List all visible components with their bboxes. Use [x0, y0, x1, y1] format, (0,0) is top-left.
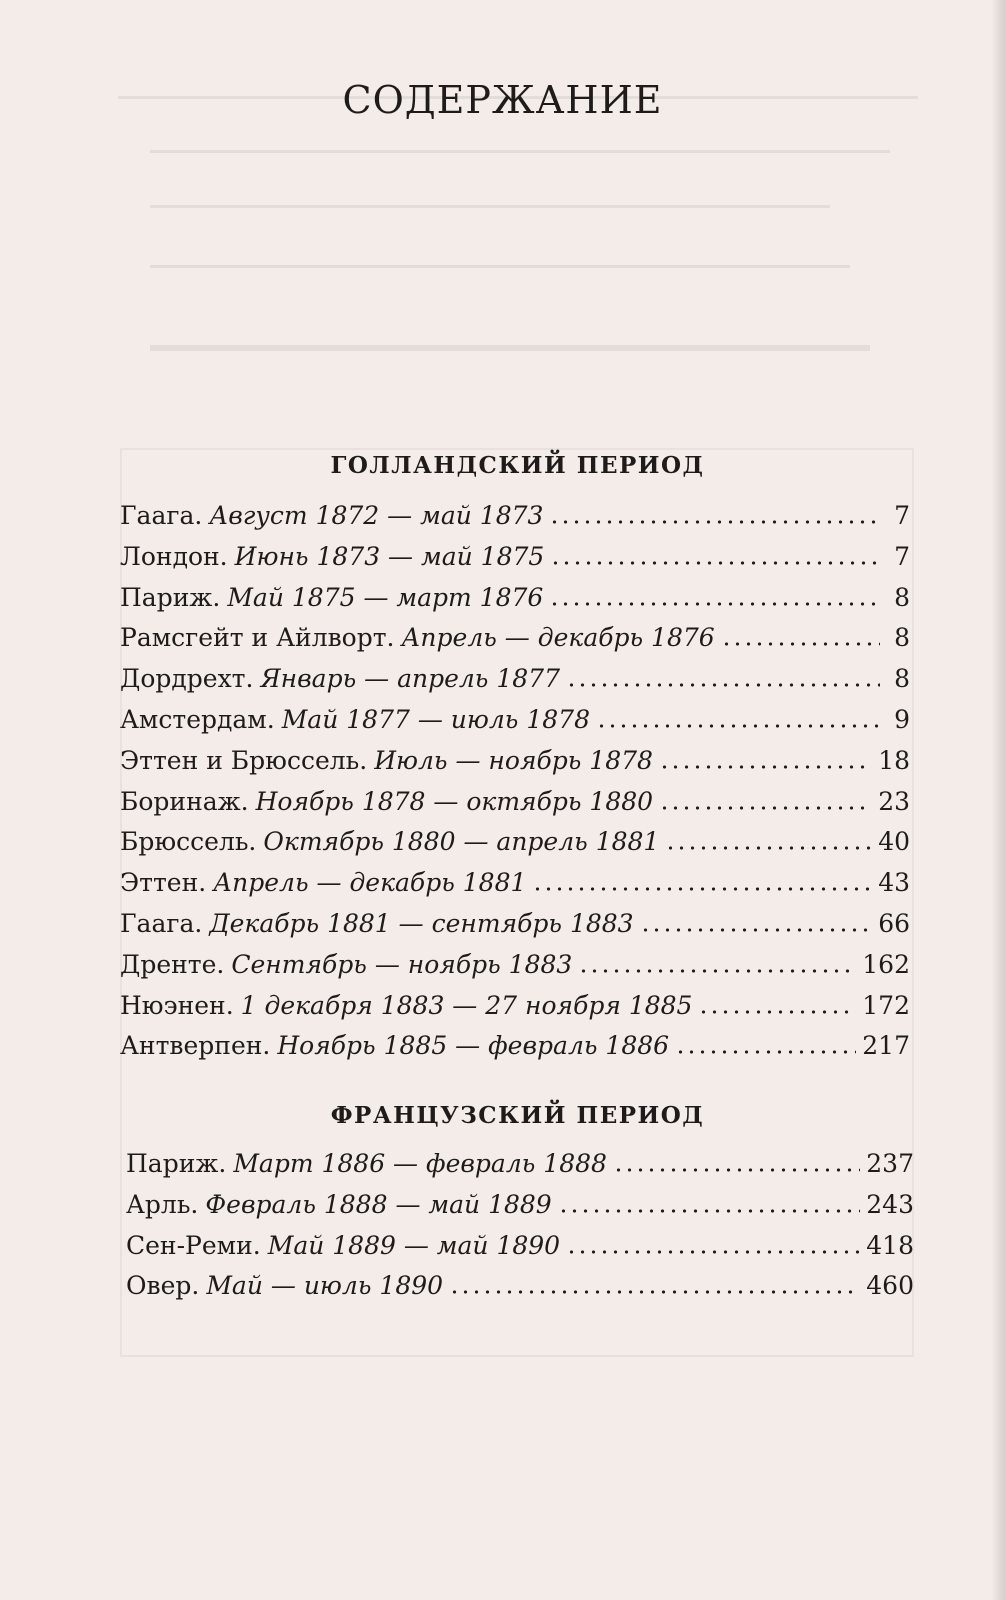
toc-entry [126, 1185, 914, 1226]
dot-leader [566, 1250, 860, 1254]
toc-entry-page-number: 18 [878, 745, 910, 775]
toc-entry-place: Брюссель. [120, 827, 257, 857]
toc-entry-place: Сен-Реми. [126, 1230, 261, 1260]
toc-entry-page-number: 237 [866, 1149, 914, 1178]
toc-entry-place: Антверпен. [120, 1031, 271, 1061]
toc-entry-place: Дордрехт. [120, 664, 254, 694]
dot-leader [675, 1050, 856, 1054]
page-title: СОДЕРЖАНИЕ [342, 78, 663, 122]
toc-entry [120, 904, 910, 945]
toc-entry-page-number: 172 [862, 990, 910, 1020]
toc-entry-place: Гаага. [120, 908, 203, 938]
toc-entry-page-number: 8 [894, 664, 910, 694]
toc-entry-dates: Апрель — декабрь 1881 [213, 868, 527, 898]
toc-entry-place: Лондон. [120, 541, 228, 571]
toc-entry [120, 578, 910, 619]
toc-entry [120, 741, 910, 782]
dot-leader [665, 846, 872, 850]
dot-leader [532, 887, 872, 891]
toc-entry-page-number: 66 [878, 908, 910, 938]
toc-entry-dates: Май 1889 — май 1890 [267, 1230, 561, 1260]
dot-leader [659, 765, 872, 769]
show-through-line [150, 150, 890, 153]
toc-entry [120, 986, 910, 1027]
toc-entry-dates: Ноябрь 1878 — октябрь 1880 [255, 786, 654, 816]
show-through-line [150, 345, 870, 351]
toc-entry-page-number: 7 [894, 541, 910, 571]
dot-leader [640, 928, 873, 932]
toc-entry-page-number: 40 [878, 827, 910, 857]
toc-entry-dates: Октябрь 1880 — апрель 1881 [263, 827, 660, 857]
section-heading-french: ФРАНЦУЗСКИЙ ПЕРИОД [330, 1102, 705, 1129]
toc-entry [126, 1226, 914, 1267]
toc-entry-place: Боринаж. [120, 786, 249, 816]
toc-entry [120, 537, 910, 578]
toc-entry [120, 700, 910, 741]
toc-entry-page-number: 460 [866, 1271, 914, 1301]
toc-entry-dates: Февраль 1888 — май 1889 [205, 1189, 552, 1219]
dot-leader [549, 602, 880, 606]
dot-leader [659, 806, 872, 810]
toc-entry-dates: Август 1872 — май 1873 [209, 501, 544, 530]
toc-entry-dates: Сентябрь — ноябрь 1883 [231, 949, 573, 979]
dot-leader [558, 1209, 861, 1213]
toc-entry [120, 659, 910, 700]
toc-entry-dates: Июнь 1873 — май 1875 [234, 541, 545, 571]
toc-entry-page-number: 243 [866, 1189, 914, 1219]
show-through-line [150, 205, 830, 208]
toc-list-french [126, 1144, 914, 1307]
dot-leader [721, 642, 880, 646]
toc-entry [120, 782, 910, 823]
toc-entry [126, 1266, 914, 1307]
show-through-line [150, 265, 850, 268]
toc-entry-page-number: 8 [894, 582, 910, 612]
toc-entry-page-number: 7 [894, 501, 910, 530]
dot-leader [613, 1168, 860, 1172]
toc-entry-place: Эттен. [120, 868, 207, 898]
toc-entry-dates: Март 1886 — февраль 1888 [233, 1149, 607, 1178]
toc-entry-dates: Ноябрь 1885 — февраль 1886 [277, 1031, 670, 1061]
toc-entry-page-number: 23 [878, 786, 910, 816]
dot-leader [596, 724, 880, 728]
toc-entry [126, 1144, 914, 1185]
dot-leader [566, 683, 880, 687]
toc-list-dutch [120, 496, 910, 1067]
dot-leader [549, 520, 880, 524]
toc-entry-dates: Май — июль 1890 [206, 1271, 444, 1301]
dot-leader [550, 561, 880, 565]
toc-entry-page-number: 9 [894, 704, 910, 734]
toc-entry [120, 945, 910, 986]
toc-entry-place: Нюэнен. [120, 990, 234, 1020]
toc-entry-dates: Июль — ноябрь 1878 [374, 745, 653, 775]
toc-entry-page-number: 8 [894, 623, 910, 653]
toc-entry-place: Дренте. [120, 949, 225, 979]
toc-entry-dates: Май 1877 — июль 1878 [281, 704, 590, 734]
toc-entry-place: Арль. [126, 1189, 199, 1219]
toc-entry-place: Париж. [126, 1149, 227, 1178]
toc-entry-dates: Май 1875 — март 1876 [227, 582, 544, 612]
toc-entry-page-number: 43 [878, 868, 910, 898]
toc-entry-place: Эттен и Брюссель. [120, 745, 368, 775]
toc-entry-place: Амстердам. [120, 704, 275, 734]
toc-entry [120, 618, 910, 659]
toc-entry-place: Париж. [120, 582, 221, 612]
toc-entry [120, 1026, 910, 1067]
toc-entry-place: Рамсгейт и Айлворт. [120, 623, 395, 653]
page-edge-shadow [991, 0, 1005, 1600]
toc-entry-place: Овер. [126, 1271, 200, 1301]
toc-entry-page-number: 418 [866, 1230, 914, 1260]
toc-entry [120, 496, 910, 537]
dot-leader [578, 969, 856, 973]
dot-leader [449, 1290, 860, 1294]
toc-entry-dates: Декабрь 1881 — сентябрь 1883 [209, 908, 634, 938]
toc-entry-place: Гаага. [120, 501, 203, 530]
section-heading-dutch: ГОЛЛАНДСКИЙ ПЕРИОД [330, 452, 705, 479]
toc-entry-dates: 1 декабря 1883 — 27 ноября 1885 [240, 990, 693, 1020]
toc-entry-page-number: 162 [862, 949, 910, 979]
toc-entry-page-number: 217 [862, 1031, 910, 1061]
toc-entry-dates: Апрель — декабрь 1876 [401, 623, 715, 653]
toc-entry [120, 822, 910, 863]
toc-entry [120, 863, 910, 904]
dot-leader [698, 1010, 856, 1014]
toc-entry-dates: Январь — апрель 1877 [260, 664, 560, 694]
